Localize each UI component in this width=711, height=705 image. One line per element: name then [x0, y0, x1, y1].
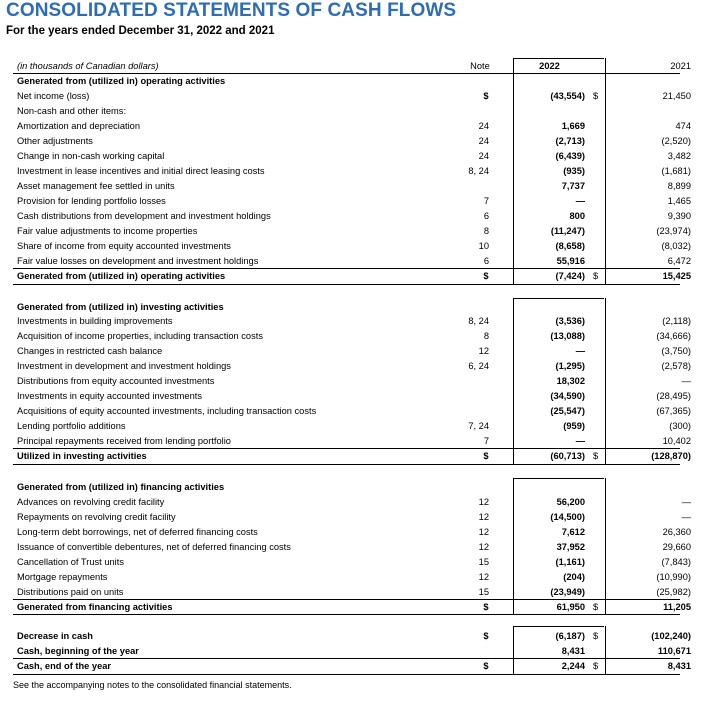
value-2021: (128,870): [651, 451, 691, 461]
row-label: Investments in building improvements: [17, 316, 173, 326]
note-ref: 24: [478, 121, 489, 131]
value-2022: —: [575, 196, 585, 206]
total-rule: [13, 284, 680, 285]
note-ref: 12: [478, 527, 489, 537]
row-label: Distributions paid on units: [17, 587, 124, 597]
value-2021: 6,472: [667, 256, 691, 266]
value-2021: 29,660: [662, 542, 691, 552]
year-2022-header: 2022: [539, 61, 560, 71]
row-label: Generated from (utilized in) investing activities: [17, 302, 224, 312]
value-2021: (23,974): [656, 226, 691, 236]
currency-symbol: $: [483, 602, 489, 612]
row-label: Net income (loss): [17, 91, 90, 101]
note-column-header: Note: [470, 61, 490, 71]
note-ref: 6: [483, 256, 489, 266]
currency-symbol-2022: $: [593, 661, 599, 671]
year-2021-header: 2021: [670, 61, 691, 71]
value-2022: 56,200: [556, 497, 585, 507]
note-ref: 8, 24: [468, 166, 489, 176]
value-2022: 61,950: [556, 602, 585, 612]
value-2022: (1,161): [555, 557, 585, 567]
value-2022: —: [575, 436, 585, 446]
row-label: Distributions from equity accounted investments: [17, 376, 215, 386]
value-2022: 2,244: [561, 661, 585, 671]
value-2021: (8,032): [661, 241, 691, 251]
row-label: Amortization and depreciation: [17, 121, 140, 131]
row-label: Long-term debt borrowings, net of deferred financing costs: [17, 527, 258, 537]
value-2022: (7,424): [555, 271, 585, 281]
value-2021: 8,431: [667, 661, 691, 671]
column-2022-box: [513, 626, 606, 674]
note-ref: 15: [478, 557, 489, 567]
row-label: Mortgage repayments: [17, 572, 108, 582]
value-2021: (102,240): [651, 631, 691, 641]
note-ref: 15: [478, 587, 489, 597]
note-ref: 6: [483, 211, 489, 221]
box-top: [513, 478, 604, 479]
value-2022: 55,916: [556, 256, 585, 266]
value-2022: (935): [563, 166, 585, 176]
value-2021: —: [681, 497, 691, 507]
note-ref: 7: [483, 436, 489, 446]
value-2021: (7,843): [661, 557, 691, 567]
page-subtitle: For the years ended December 31, 2022 and 2021: [6, 25, 275, 37]
currency-symbol-2022: $: [593, 451, 599, 461]
value-2021: 10,402: [662, 436, 691, 446]
value-2021: 1,465: [667, 196, 691, 206]
currency-symbol-2022: $: [593, 631, 599, 641]
row-label: Changes in restricted cash balance: [17, 346, 163, 356]
value-2022: (23,949): [550, 587, 585, 597]
value-2022: (34,590): [550, 391, 585, 401]
value-2021: 474: [675, 121, 691, 131]
row-label: Asset management fee settled in units: [17, 181, 175, 191]
value-2022: (25,547): [550, 406, 585, 416]
value-2022: 7,612: [561, 527, 585, 537]
currency-symbol: $: [483, 271, 489, 281]
column-2022-box: [513, 478, 606, 614]
value-2021: (2,118): [662, 316, 691, 326]
value-2022: (43,554): [550, 91, 585, 101]
value-2021: (28,495): [656, 391, 691, 401]
note-ref: 8: [483, 331, 489, 341]
note-ref: 24: [478, 136, 489, 146]
value-2022: 8,431: [561, 646, 585, 656]
value-2022: (60,713): [550, 451, 585, 461]
value-2021: —: [681, 512, 691, 522]
note-ref: 12: [478, 497, 489, 507]
value-2021: (10,990): [656, 572, 691, 582]
value-2021: —: [681, 376, 691, 386]
row-label: Decrease in cash: [17, 631, 93, 641]
value-2022: (14,500): [550, 512, 585, 522]
row-label: Fair value adjustments to income properties: [17, 226, 198, 236]
value-2022: (6,187): [555, 631, 585, 641]
value-2021: (3,750): [661, 346, 691, 356]
value-2022: (204): [563, 572, 585, 582]
value-2021: 110,671: [657, 646, 691, 656]
note-ref: 7, 24: [468, 421, 489, 431]
row-label: Cash distributions from development and investment holdings: [17, 211, 271, 221]
note-ref: 6, 24: [468, 361, 489, 371]
footnote: See the accompanying notes to the consolidated financial statements.: [13, 680, 292, 690]
value-2022: (8,658): [555, 241, 585, 251]
currency-symbol: $: [483, 631, 489, 641]
value-2021: 15,425: [662, 271, 691, 281]
row-label: Fair value losses on development and investment holdings: [17, 256, 259, 266]
note-ref: 10: [478, 241, 489, 251]
currency-symbol-2022: $: [593, 271, 599, 281]
value-2022: (3,536): [555, 316, 585, 326]
subtotal-rule: [13, 448, 680, 449]
total-rule: [13, 614, 680, 615]
total-rule: [13, 674, 680, 675]
row-label: Investment in development and investment holdings: [17, 361, 231, 371]
currency-symbol: $: [483, 451, 489, 461]
value-2021: 11,205: [663, 602, 691, 612]
row-label: Generated from (utilized in) financing activities: [17, 482, 225, 492]
row-label: Other adjustments: [17, 136, 93, 146]
value-2021: 21,450: [662, 91, 691, 101]
note-ref: 12: [478, 512, 489, 522]
row-label: Cash, beginning of the year: [17, 646, 139, 656]
value-2021: (300): [669, 421, 691, 431]
value-2022: (13,088): [550, 331, 585, 341]
value-2021: 8,899: [667, 181, 691, 191]
row-label: Change in non-cash working capital: [17, 151, 165, 161]
note-ref: 8, 24: [468, 316, 489, 326]
row-label: Advances on revolving credit facility: [17, 497, 165, 507]
box-top: [513, 298, 604, 299]
note-ref: 12: [478, 572, 489, 582]
value-2021: (1,681): [661, 166, 691, 176]
row-label: Generated from financing activities: [17, 602, 173, 612]
value-2022: —: [575, 346, 585, 356]
value-2022: (6,439): [555, 151, 585, 161]
value-2021: (25,982): [656, 587, 691, 597]
column-2022-box: [513, 298, 606, 464]
row-label: Share of income from equity accounted investments: [17, 241, 231, 251]
subtotal-rule: [13, 268, 680, 269]
value-2022: (11,247): [550, 226, 585, 236]
value-2021: (67,365): [656, 406, 691, 416]
value-2021: (2,520): [661, 136, 691, 146]
value-2022: 7,737: [561, 181, 585, 191]
currency-symbol-2022: $: [593, 91, 599, 101]
row-label: Provision for lending portfolio losses: [17, 196, 166, 206]
value-2022: 800: [569, 211, 585, 221]
row-label: Acquisition of income properties, including transaction costs: [17, 331, 263, 341]
total-rule: [13, 464, 680, 465]
row-label: Lending portfolio additions: [17, 421, 126, 431]
value-2022: 1,669: [561, 121, 585, 131]
currency-symbol: $: [483, 661, 489, 671]
units-label: (in thousands of Canadian dollars): [17, 61, 159, 71]
row-label: Repayments on revolving credit facility: [17, 512, 176, 522]
row-label: Generated from (utilized in) operating activities: [17, 76, 226, 86]
value-2021: 26,360: [662, 527, 691, 537]
row-label: Investments in equity accounted investments: [17, 391, 203, 401]
subtotal-rule: [13, 658, 680, 659]
value-2022: (1,295): [555, 361, 585, 371]
value-2021: (2,578): [661, 361, 691, 371]
value-2022: 18,302: [556, 376, 585, 386]
row-label: Cancellation of Trust units: [17, 557, 124, 567]
row-label: Non-cash and other items:: [17, 106, 127, 116]
row-label: Generated from (utilized in) operating activities: [17, 271, 226, 281]
note-ref: 12: [478, 542, 489, 552]
value-2022: 37,952: [556, 542, 585, 552]
note-ref: 12: [478, 346, 489, 356]
currency-symbol: $: [483, 91, 489, 101]
row-label: Principal repayments received from lending portfolio: [17, 436, 231, 446]
value-2022: (959): [563, 421, 585, 431]
value-2021: 3,482: [667, 151, 691, 161]
value-2021: (34,666): [656, 331, 691, 341]
row-label: Investment in lease incentives and initial direct leasing costs: [17, 166, 265, 176]
row-label: Utilized in investing activities: [17, 451, 147, 461]
note-ref: 8: [483, 226, 489, 236]
row-label: Cash, end of the year: [17, 661, 112, 671]
row-label: Issuance of convertible debentures, net of deferred financing costs: [17, 542, 291, 552]
note-ref: 24: [478, 151, 489, 161]
currency-symbol-2022: $: [593, 602, 599, 612]
value-2022: (2,713): [555, 136, 585, 146]
subtotal-rule: [13, 599, 680, 600]
page-title: CONSOLIDATED STATEMENTS OF CASH FLOWS: [6, 0, 457, 21]
column-2022-box: [513, 58, 606, 284]
note-ref: 7: [483, 196, 489, 206]
row-label: Acquisitions of equity accounted investments, including transaction costs: [17, 406, 317, 416]
box-top: [513, 626, 604, 627]
value-2021: 9,390: [667, 211, 691, 221]
box-top: [513, 58, 604, 59]
